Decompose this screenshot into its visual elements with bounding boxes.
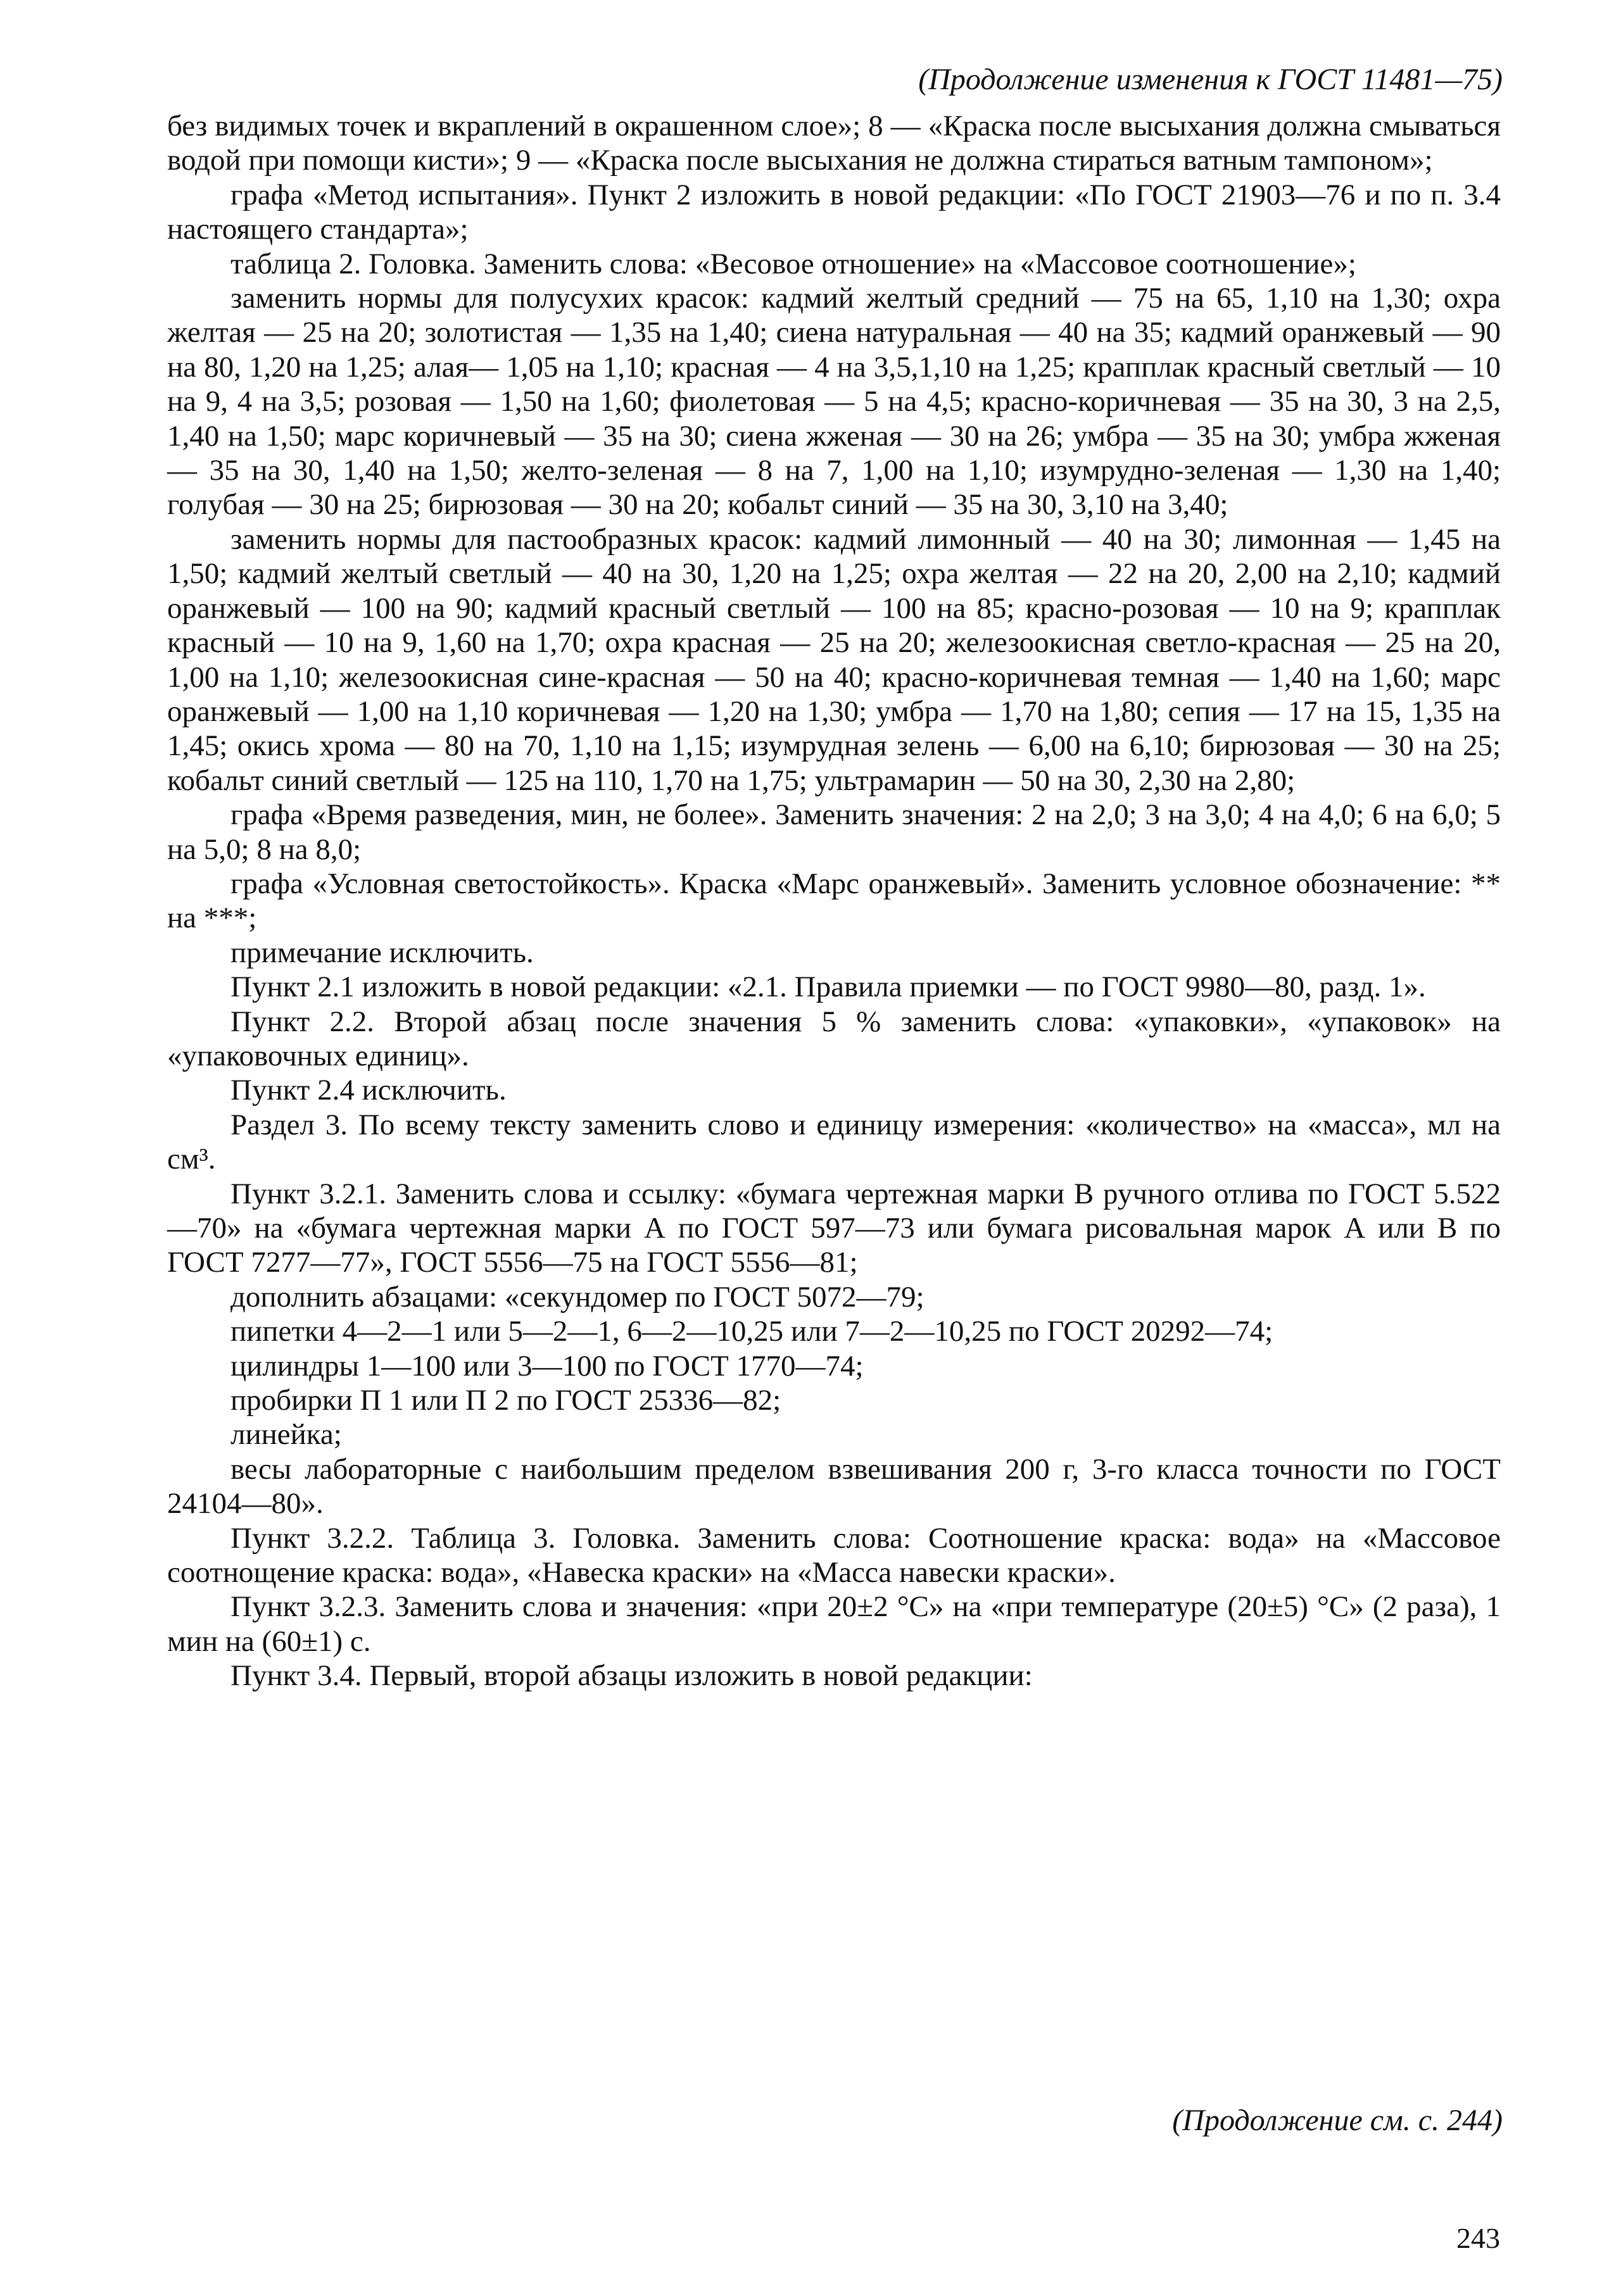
paragraph: пипетки 4—2—1 или 5—2—1, 6—2—10,25 или 7—2—10,25 по ГОСТ 20292—74;: [230, 1315, 1273, 1348]
running-header: (Продолжение изменения к ГОСТ 11481—75): [918, 63, 1503, 96]
paragraph: заменить нормы для полусухих красок: кадмий желтый средний — 75 на 65, 1,10 на 1,30; охра желтая — 25 на 20; золотистая — 1,35 на 1,40; сиена натуральная — 40 на 35; кадмий оранжевый — 90 на 80, 1,20 на 1,25; алая— 1,05 на 1,10; красная — 4 на 3,5,1,10 на 1,25; крапплак красный светлый — 10 на 9, 4 на 3,5; розовая — 1,50 на 1,60; фиолетовая — 5 на 4,5; красно-коричневая — 35 на 30, 3 на 2,5, 1,40 на 1,50; марс коричневый — 35 на 30; сиена жженая — 30 на 26; умбра — 35 на 30; умбра жженая — 35 на 30, 1,40 на 1,50; желто-зеленая — 8 на 7, 1,00 на 1,10; изумрудно-зеленая — 1,30 на 1,40; голубая — 30 на 25; бирюзовая — 30 на 20; кобальт синий — 35 на 30, 3,10 на 3,40;: [167, 282, 1501, 522]
paragraph: дополнить абзацами: «секундомер по ГОСТ 5072—79;: [230, 1280, 924, 1314]
continuation-note: (Продолжение см. с. 244): [1172, 2104, 1503, 2137]
paragraph: без видимых точек и вкраплений в окрашенном слое»; 8 — «Краска после высыхания должна смываться водой при помощи кисти»; 9 — «Краска после высыхания не должна стираться ватным тампоном»;: [167, 110, 1501, 177]
paragraph: примечание исключить.: [230, 936, 534, 969]
page-number: 243: [1456, 2222, 1500, 2254]
paragraph: Пункт 3.2.3. Заменить слова и значения: «при 20±2 °С» на «при температуре (20±5) °С» (2 раза), 1 мин на (60±1) с.: [167, 1590, 1501, 1658]
paragraph: пробирки П 1 или П 2 по ГОСТ 25336—82;: [230, 1384, 781, 1417]
paragraph: графа «Метод испытания». Пункт 2 изложить в новой редакции: «По ГОСТ 21903—76 и по п. 3.4 настоящего стандарта»;: [167, 178, 1501, 246]
paragraph: Раздел 3. По всему тексту заменить слово и единицу измерения: «количество» на «масса», мл на см³.: [167, 1108, 1501, 1176]
body-text: [167, 109, 1501, 1693]
paragraph: Пункт 2.1 изложить в новой редакции: «2.1. Правила приемки — по ГОСТ 9980—80, разд. 1».: [230, 970, 1426, 1004]
paragraph: Пункт 3.2.2. Таблица 3. Головка. Заменить слова: Соотношение краска: вода» на «Массовое соотнощение краска: вода», «Навеска краски» на «Масса навески краски».: [167, 1521, 1501, 1590]
paragraph: Пункт 3.2.1. Заменить слова и ссылку: «бумага чертежная марки В ручного отлива по ГОСТ 5.522—70» на «бумага чертежная марки А по ГОСТ 597—73 или бумага рисовальная марок А или В по ГОСТ 7277—77», ГОСТ 5556—75 на ГОСТ 5556—81;: [167, 1177, 1501, 1279]
paragraph: заменить нормы для пастообразных красок: кадмий лимонный — 40 на 30; лимонная — 1,45 на 1,50; кадмий желтый светлый — 40 на 30, 1,20 на 1,25; охра желтая — 22 на 20, 2,00 на 2,10; кадмий оранжевый — 100 на 90; кадмий красный светлый — 100 на 85; красно-розовая — 10 на 9; крапплак красный — 10 на 9, 1,60 на 1,70; охра красная — 25 на 20; железоокисная светло-красная — 25 на 20, 1,00 на 1,10; железоокисная сине-красная — 50 на 40; красно-коричневая темная — 1,40 на 1,60; марс оранжевый — 1,00 на 1,10 коричневая — 1,20 на 1,30; умбра — 1,70 на 1,80; сепия — 17 на 15, 1,35 на 1,45; окись хрома — 80 на 70, 1,10 на 1,15; изумрудная зелень — 6,00 на 6,10; бирюзовая — 30 на 25; кобальт синий светлый — 125 на 110, 1,70 на 1,75; ультрамарин — 50 на 30, 2,30 на 2,80;: [167, 522, 1501, 797]
paragraph: таблица 2. Головка. Заменить слова: «Весовое отношение» на «Массовое соотношение»;: [230, 247, 1356, 280]
paragraph: цилиндры 1—100 или 3—100 по ГОСТ 1770—74;: [230, 1349, 864, 1383]
paragraph: весы лабораторные с наибольшим пределом взвешивания 200 г, 3-го класса точности по ГОСТ 24104—80».: [167, 1452, 1501, 1521]
paragraph: Пункт 2.4 исключить.: [230, 1074, 507, 1107]
paragraph: Пункт 3.4. Первый, второй абзацы изложить в новой редакции:: [230, 1659, 1033, 1693]
paragraph: линейка;: [230, 1418, 342, 1452]
paragraph: графа «Время разведения, мин, не более». Заменить значения: 2 на 2,0; 3 на 3,0; 4 на 4,0; 6 на 6,0; 5 на 5,0; 8 на 8,0;: [167, 798, 1501, 866]
paragraph: Пункт 2.2. Второй абзац после значения 5 % заменить слова: «упаковки», «упаковок» на «упаковочных единиц».: [167, 1005, 1501, 1072]
paragraph: графа «Условная светостойкость». Краска «Марс оранжевый». Заменить условное обозначение: ** на ***;: [167, 867, 1501, 935]
